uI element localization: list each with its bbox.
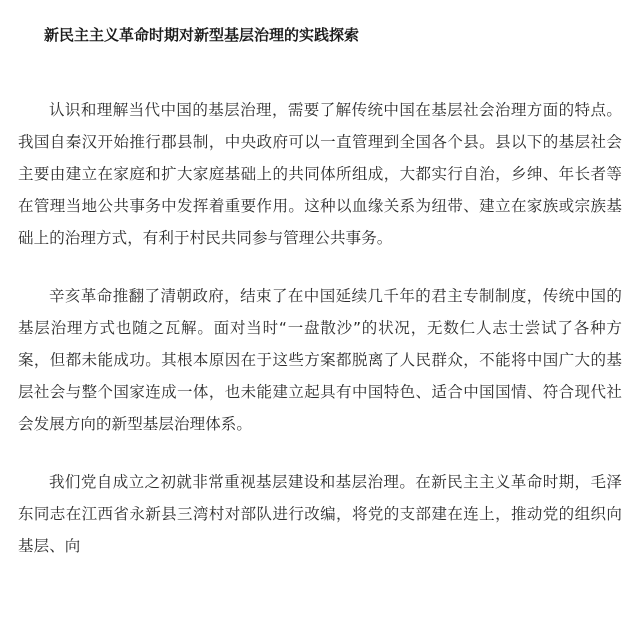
- paragraph-2: 辛亥革命推翻了清朝政府，结束了在中国延续几千年的君主专制制度，传统中国的基层治理方式也随之瓦解。面对当时“一盘散沙”的状况，无数仁人志士尝试了各种方案，但都未能成功。其根本原因在于这些方案都脱离了人民群众，不能将中国广大的基层社会与整个国家连成一体，也未能建立起具有中国特色、适合中国国情、符合现代社会发展方向的新型基层治理体系。: [18, 287, 622, 433]
- article: [18, 18, 622, 562]
- paragraph-3: 我们党自成立之初就非常重视基层建设和基层治理。在新民主主义革命时期，毛泽东同志在江西省永新县三湾村对部队进行改编，将党的支部建在连上，推动党的组织向基层、向: [18, 473, 622, 555]
- paragraph-1: 认识和理解当代中国的基层治理，需要了解传统中国在基层社会治理方面的特点。我国自秦汉开始推行郡县制，中央政府可以一直管理到全国各个县。县以下的基层社会主要由建立在家庭和扩大家庭基础上的共同体所组成，大都实行自治，乡绅、年长者等在管理当地公共事务中发挥着重要作用。这种以血缘关系为纽带、建立在家族或宗族基础上的治理方式，有利于村民共同参与管理公共事务。: [18, 101, 622, 247]
- article-title: 新民主主义革命时期对新型基层治理的实践探索: [44, 26, 360, 44]
